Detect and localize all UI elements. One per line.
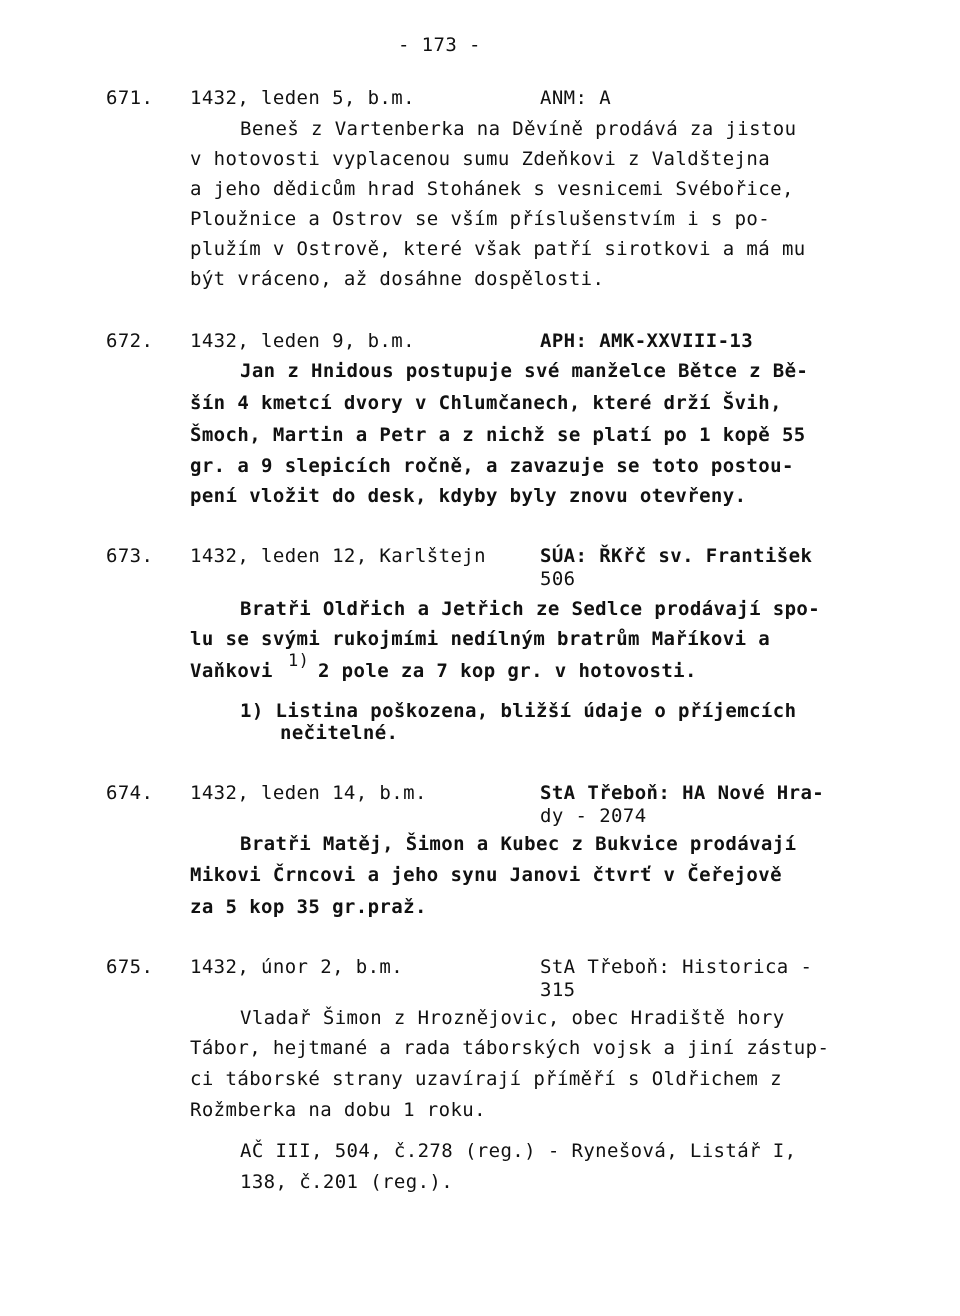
entry-text-line: Tábor, hejtmané a rada táborských vojsk a jiní zástup- [190, 1037, 830, 1059]
entry-source-cont: 506 [540, 568, 576, 590]
entry-number: 673. [106, 545, 154, 567]
entry-text-line: Vladař Šimon z Hroznějovic, obec Hradiště hory [240, 1007, 785, 1029]
entry-date: 1432, únor 2, b.m. [190, 956, 404, 978]
entry-text-line: Jan z Hnidous postupuje své manželce Bětce z Bě- [240, 360, 809, 382]
entry-text-line: 2 pole za 7 kop gr. v hotovosti. [318, 660, 697, 682]
footnote-marker: 1) [288, 651, 310, 671]
entry-text-line: Bratři Matěj, Šimon a Kubec z Bukvice prodávají [240, 833, 797, 855]
entry-number: 672. [106, 330, 154, 352]
entry-source-cont: 315 [540, 979, 576, 1001]
entry-text-line: a jeho dědicům hrad Stohánek s vesnicemi Svébořice, [190, 178, 794, 200]
entry-text-line: gr. a 9 slepicích ročně, a zavazuje se toto postou- [190, 455, 794, 477]
entry-text-line: Rožmberka na dobu 1 roku. [190, 1099, 486, 1121]
entry-date: 1432, leden 12, Karlštejn [190, 545, 486, 567]
entry-text-line: Bratři Oldřich a Jetřich ze Sedlce prodávají spo- [240, 598, 821, 620]
entry-number: 675. [106, 956, 154, 978]
entry-source: ANM: A [540, 87, 612, 109]
entry-text-line: Mikovi Črncovi a jeho synu Janovi čtvrť v Čeřejově [190, 864, 782, 886]
entry-text-line: ci táborské strany uzavírají příměří s Oldřichem z [190, 1068, 782, 1090]
entry-date: 1432, leden 14, b.m. [190, 782, 427, 804]
page-number: - 173 - [398, 34, 481, 56]
entry-number: 674. [106, 782, 154, 804]
entry-source: APH: AMK-XXVIII-13 [540, 330, 754, 352]
entry-text-line: za 5 kop 35 gr.praž. [190, 896, 427, 918]
footnote-line: 1) Listina poškozena, bližší údaje o příjemcích [240, 700, 797, 722]
entry-source: SÚA: ŘKřč sv. František [540, 545, 813, 567]
entry-text-line: pení vložit do desk, kdyby byly znovu otevřeny. [190, 485, 747, 507]
entry-source: StA Třeboň: HA Nové Hra- [540, 782, 825, 804]
entry-text-line: v hotovosti vyplacenou sumu Zdeňkovi z Valdštejna [190, 148, 771, 170]
entry-text-line: lu se svými rukojmími nedílným bratrům Maříkovi a [190, 628, 771, 650]
entry-text-line: Beneš z Vartenberka na Děvíně prodává za jistou [240, 118, 797, 140]
entry-date: 1432, leden 9, b.m. [190, 330, 415, 352]
entry-text-line: Vaňkovi [190, 660, 273, 682]
entry-text-line: plužím v Ostrově, které však patří sirotkovi a má mu [190, 238, 806, 260]
reference-line: 138, č.201 (reg.). [240, 1171, 454, 1193]
entry-date: 1432, leden 5, b.m. [190, 87, 415, 109]
reference-line: AČ III, 504, č.278 (reg.) - Rynešová, Listář I, [240, 1140, 797, 1162]
entry-number: 671. [106, 87, 154, 109]
entry-source: StA Třeboň: Historica - [540, 956, 813, 978]
entry-text-line: Ploužnice a Ostrov se vším příslušenstvím i s po- [190, 208, 771, 230]
entry-text-line: Šmoch, Martin a Petr a z nichž se platí po 1 kopě 55 [190, 424, 806, 446]
entry-text-line: být vráceno, až dosáhne dospělosti. [190, 268, 605, 290]
entry-source-cont: dy - 2074 [540, 805, 647, 827]
entry-text-line: šín 4 kmetcí dvory v Chlumčanech, které drží Švih, [190, 392, 782, 414]
footnote-line: nečitelné. [280, 722, 399, 744]
